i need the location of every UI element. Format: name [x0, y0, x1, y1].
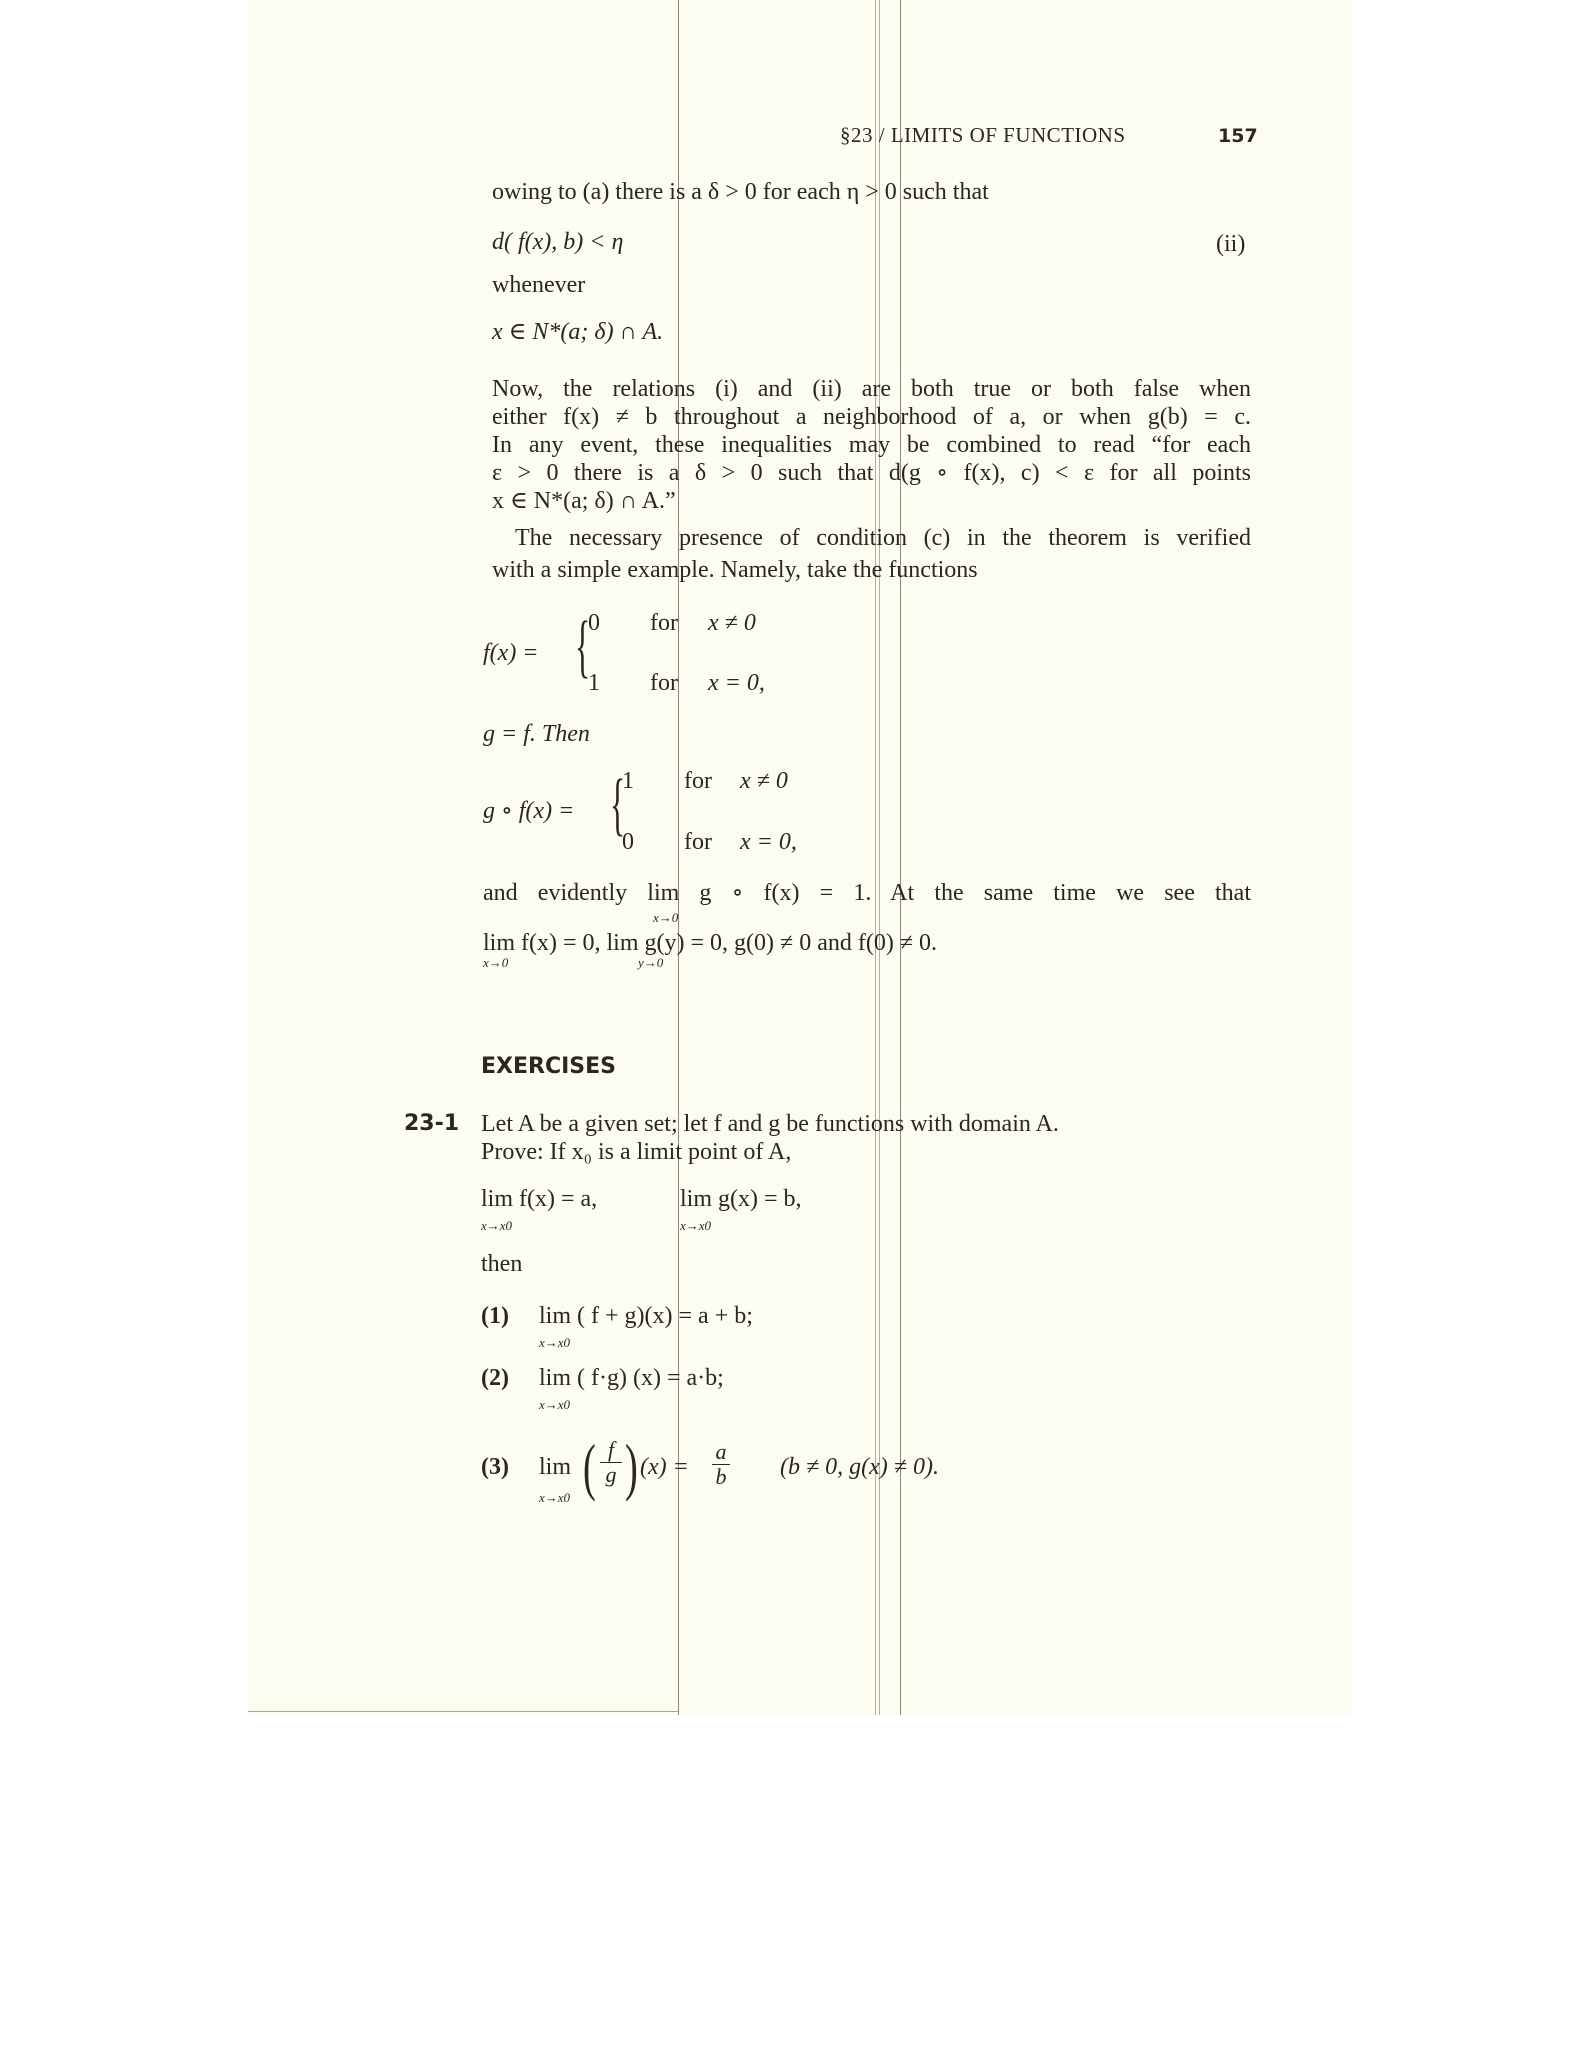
denominator: g [600, 1462, 622, 1487]
body-line: owing to (a) there is a δ > 0 for each η > 0 such that [492, 179, 989, 205]
item-label: (1) [481, 1303, 509, 1329]
limit-subscript: x→x0 [680, 1218, 712, 1233]
lim: lim [539, 1454, 572, 1480]
denominator: b [712, 1464, 730, 1489]
item-expression: lim ( f + g)(x) = a + b; [539, 1303, 753, 1329]
case-value: 1 [622, 768, 634, 794]
exercise-line: then [481, 1251, 523, 1277]
limit-subscript: x→x0 [539, 1335, 571, 1350]
limit-subscript: x→x0 [481, 1218, 513, 1233]
exercises-heading: EXERCISES [481, 1054, 617, 1079]
body-line: and evidently lim g ∘ f(x) = 1. At the same time we see that [483, 880, 1251, 906]
exercise-line: Prove: If x₀ is a limit point of A, [481, 1139, 792, 1165]
paragraph-line: ε > 0 there is a δ > 0 such that d(g ∘ f(x), c) < ε for all points [492, 460, 1251, 486]
case-condition: x = 0, [740, 829, 797, 855]
equation: x ∈ N*(a; δ) ∩ A. [492, 319, 664, 345]
case-word: for [684, 829, 712, 855]
body-line: g = f. Then [483, 721, 590, 747]
equation-label: (ii) [1216, 231, 1246, 257]
page-number: 157 [1218, 125, 1258, 147]
item-expression: lim ( f·g) (x) = a·b; [539, 1365, 724, 1391]
case-value: 0 [588, 610, 600, 636]
argument: (x) = [640, 1454, 689, 1480]
case-condition: x = 0, [708, 670, 765, 696]
fraction-a-over-b [712, 1440, 730, 1489]
paragraph-line: Now, the relations (i) and (ii) are both true or both false when [492, 376, 1251, 402]
condition: (b ≠ 0, g(x) ≠ 0). [780, 1454, 939, 1480]
paren-right: ) [625, 1431, 638, 1502]
paragraph-line: x ∈ N*(a; δ) ∩ A.” [492, 488, 676, 514]
hypothesis-1: lim f(x) = a, [481, 1186, 598, 1212]
limit-subscript: x→x0 [539, 1490, 571, 1505]
paragraph-line: either f(x) ≠ b throughout a neighborhood of a, or when g(b) = c. [492, 404, 1251, 430]
hypothesis-2: lim g(x) = b, [680, 1186, 802, 1212]
paren-left: ( [583, 1431, 596, 1502]
limit-subscript: y→0 [638, 955, 664, 970]
f-def-lhs: f(x) = [483, 640, 539, 666]
gf-def-lhs: g ∘ f(x) = [483, 798, 575, 824]
exercise-line: Let A be a given set; let f and g be functions with domain A. [481, 1111, 1059, 1137]
case-condition: x ≠ 0 [708, 610, 756, 636]
paragraph-line: The necessary presence of condition (c) in the theorem is verified [515, 525, 1251, 551]
brace: { [610, 766, 626, 843]
limit-subscript: x→0 [653, 910, 679, 925]
limit-subscript: x→0 [483, 955, 509, 970]
paragraph-line: with a simple example. Namely, take the functions [492, 557, 978, 583]
case-word: for [684, 768, 712, 794]
body-line: lim f(x) = 0, lim g(y) = 0, g(0) ≠ 0 and f(0) ≠ 0. [483, 930, 937, 956]
paragraph-line: In any event, these inequalities may be combined to read “for each [492, 432, 1251, 458]
item-label: (2) [481, 1365, 509, 1391]
brace: { [575, 608, 591, 685]
case-value: 0 [622, 829, 634, 855]
limit-subscript: x→x0 [539, 1397, 571, 1412]
scan-edge-line [248, 1711, 678, 1712]
numerator: f [607, 1437, 615, 1462]
case-value: 1 [588, 670, 600, 696]
body-line: whenever [492, 272, 586, 298]
case-condition: x ≠ 0 [740, 768, 788, 794]
equation-ii: d( f(x), b) < η [492, 229, 624, 255]
numerator: a [715, 1439, 727, 1464]
item-label: (3) [481, 1454, 509, 1480]
case-word: for [650, 670, 678, 696]
case-word: for [650, 610, 678, 636]
running-header: §23 / LIMITS OF FUNCTIONS [840, 123, 1126, 147]
fraction-f-over-g [600, 1438, 622, 1487]
exercise-number: 23-1 [404, 1111, 460, 1136]
